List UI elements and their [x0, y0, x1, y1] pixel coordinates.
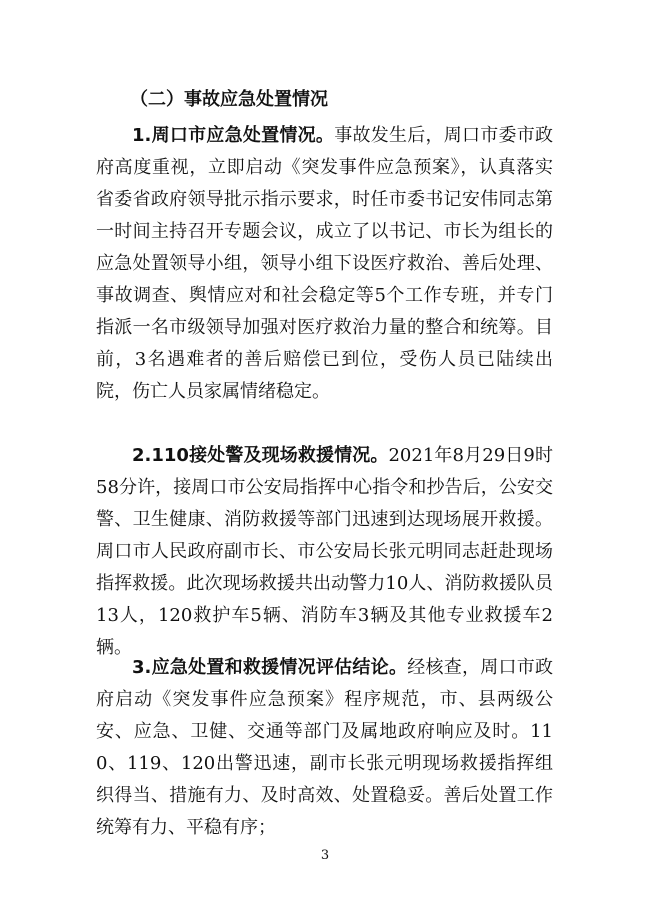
paragraph-rescue [96, 440, 553, 664]
page-number: 3 [320, 848, 330, 863]
paragraph-body: 2021年8月29日9时58分许，接周口市公安局指挥中心指令和抄告后，公安交警、卫生健康、消防救援等部门迅速到达现场展开救援。周口市人民政府副市长、市公安局长张元明同志赶赴现场指挥救援。此次现场救援共出动警力10人、消防救援队员13人，120救护车5辆、消防车3辆及其他专业救援车2辆。 [96, 445, 553, 658]
paragraph-assessment [96, 652, 553, 844]
paragraph-lead: 3.应急处置和救援情况评估结论。 [132, 657, 408, 678]
paragraph-body: 事故发生后，周口市委市政府高度重视，立即启动《突发事件应急预案》，认真落实省委省政府领导批示指示要求，时任市委书记安伟同志第一时间主持召开专题会议，成立了以书记、市长为组长的应急处置领导小组，领导小组下设医疗救治、善后处理、事故调查、舆情应对和社会稳定等5个工作专班，并专门指派一名市级领导加强对医疗救治力量的整合和统筹。目前，3名遇难者的善后赔偿已到位，受伤人员已陆续出院，伤亡人员家属情绪稳定。 [96, 125, 553, 402]
paragraph-lead: 1.周口市应急处置情况。 [132, 125, 335, 146]
paragraph-emergency-response [96, 120, 553, 408]
paragraph-body: 经核查，周口市政府启动《突发事件应急预案》程序规范，市、县两级公安、应急、卫健、交通等部门及属地政府响应及时。110、119、120出警迅速，副市长张元明现场救援指挥组织得当、措施有力、及时高效、处置稳妥。善后处置工作统筹有力、平稳有序； [96, 657, 553, 838]
paragraph-lead: 2.110接处警及现场救援情况。 [132, 445, 389, 466]
section-heading: （二）事故应急处置情况 [130, 89, 328, 110]
